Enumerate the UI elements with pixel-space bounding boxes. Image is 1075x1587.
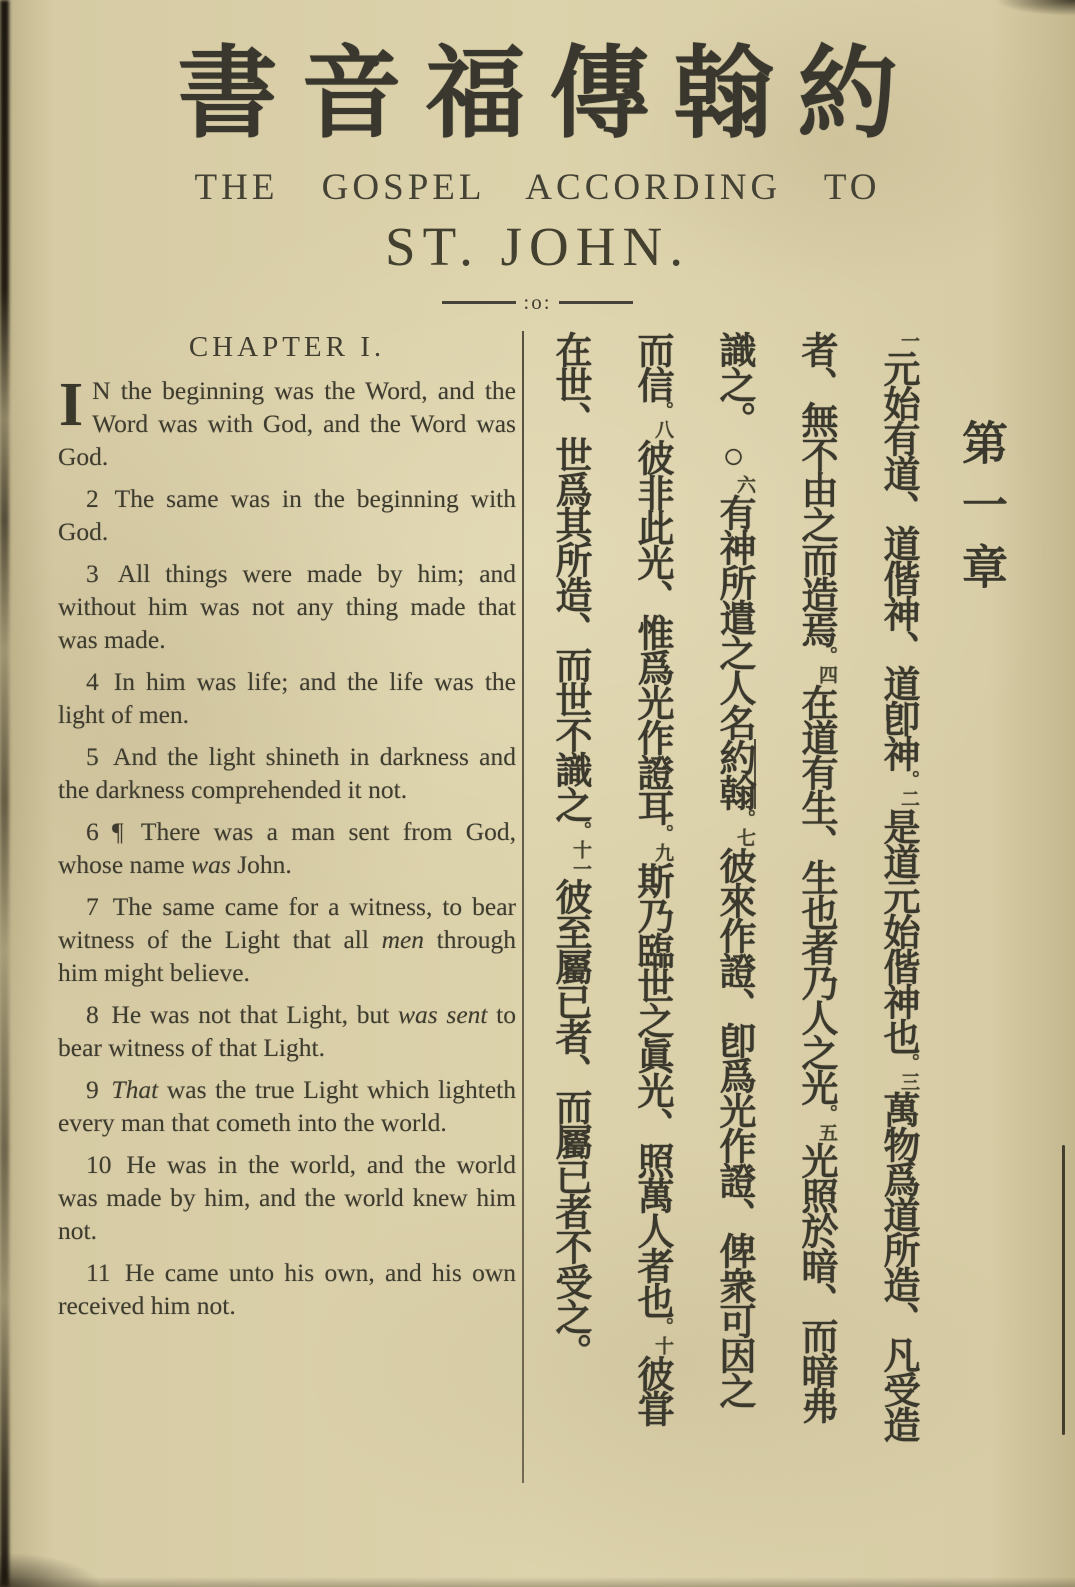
- page-header: [0, 0, 1075, 315]
- english-title-line: THE GOSPEL ACCORDING TO: [194, 167, 881, 208]
- verse-paragraph: [58, 1148, 516, 1247]
- verse-number: 10: [86, 1150, 123, 1179]
- page-edge-shadow-left: [0, 0, 9, 1587]
- verse-number-marker: 。二: [898, 770, 919, 808]
- chinese-verse-text: 光照於暗、而暗弗: [795, 1142, 836, 1422]
- verse-number: 5: [86, 742, 110, 771]
- verse-text: And the light shineth in darkness and the darkness comprehended it not.: [58, 742, 516, 804]
- verse-text: The same was in the beginning with God.: [58, 484, 516, 546]
- verse-text: All things were made by him; and without him was not any thing made that was made.: [58, 559, 517, 654]
- verse-paragraph: [58, 371, 516, 473]
- chinese-verse-text: 斯乃臨世之眞光、照萬人者也: [631, 862, 672, 1317]
- verse-number: 6 ¶: [86, 817, 137, 846]
- divider-rule-left: [442, 301, 516, 304]
- drop-cap: I: [59, 371, 84, 439]
- verse-text: He was in the world, and the world was made by him, and the world knew him not.: [58, 1150, 517, 1245]
- chinese-verse-column: [623, 331, 679, 1506]
- divider-rule-right: [559, 301, 633, 304]
- verse-number-marker: 。十一: [570, 821, 591, 878]
- chinese-verse-column: [787, 331, 843, 1506]
- verse-text: He came unto his own, and his own received him not.: [58, 1258, 516, 1320]
- chinese-verse-text: 彼甞: [631, 1355, 672, 1425]
- verse-paragraph: [58, 557, 516, 656]
- page-corner-shadow-top-right: [995, 0, 1075, 16]
- verse-paragraph: [58, 1256, 516, 1322]
- verse-paragraph: [58, 890, 516, 989]
- verse-text: to bear witness of that Light.: [58, 1000, 517, 1062]
- verse-number-marker: 。八: [652, 401, 673, 439]
- verse-text: was the true Light which lighteth every man that cometh into the world.: [58, 1075, 516, 1137]
- chinese-verse-text: 萬物爲道所造、凡受造: [877, 1091, 918, 1441]
- verse-text-italic: men: [381, 925, 425, 954]
- chinese-verse-text: 在道有生、生也者乃人之光: [795, 684, 836, 1104]
- verse-text: The same came for a witness, to bear witness of the Light that all: [58, 892, 517, 954]
- english-title-main: ST. JOHN.: [385, 216, 690, 277]
- chinese-verse-text: 而信: [631, 331, 672, 401]
- chapter-heading-english: CHAPTER I.: [188, 331, 386, 363]
- english-verses: [58, 371, 517, 1322]
- verse-text-italic: That: [111, 1075, 159, 1104]
- verse-text: In him was life; and the life was the light of men.: [58, 667, 516, 729]
- verse-number-marker: 一: [898, 331, 919, 350]
- divider-center-text: :o:: [523, 290, 552, 314]
- verse-paragraph: [58, 740, 516, 806]
- verse-number-marker: 。四: [816, 646, 837, 684]
- verse-number-marker: 。五: [816, 1104, 837, 1142]
- chinese-text-column: [524, 331, 1075, 1506]
- verse-text-italic: was sent: [398, 1000, 488, 1029]
- chinese-verse-text: 元始有道、道偕神、道卽神: [877, 350, 918, 770]
- verse-number-marker: 六: [734, 475, 755, 494]
- verse-text: through him might believe.: [58, 925, 516, 987]
- verse-number-marker: 。十: [652, 1317, 673, 1355]
- verse-number: 4: [86, 667, 110, 696]
- chinese-verse-text: 有神所遣之人名: [713, 494, 754, 739]
- verse-text: He was not that Light, but: [111, 1000, 399, 1029]
- chinese-book-title: 書音福傳翰約: [177, 39, 922, 150]
- verse-text: John.: [230, 850, 292, 879]
- chinese-verse-column: [705, 331, 761, 1506]
- proper-name-text: 約翰: [713, 739, 754, 809]
- verse-number-marker: 。七: [734, 809, 755, 847]
- verse-paragraph: [58, 1073, 516, 1139]
- verse-number: 8: [86, 1000, 108, 1029]
- verse-paragraph: [58, 815, 516, 881]
- divider-ornament: [0, 290, 1075, 315]
- verse-number: 3: [86, 559, 114, 588]
- verse-paragraph: [58, 665, 516, 731]
- verse-text: There was a man sent from God, whose name: [58, 817, 516, 879]
- chinese-verse-text: 在世、世爲其所造、而世不識之: [549, 331, 590, 821]
- chinese-verse-column: [869, 331, 925, 1506]
- verse-number: 2: [86, 484, 111, 513]
- verse-number-marker: 。九: [652, 824, 673, 862]
- chinese-verse-text: 彼非此光、惟爲光作證耳: [631, 439, 672, 824]
- verse-paragraph: [58, 482, 516, 548]
- page-edge-line-right: [1062, 1145, 1065, 1435]
- verse-number: 7: [86, 892, 109, 921]
- chinese-verse-text: 彼來作證、卽爲光作證、俾衆可因之: [713, 847, 754, 1407]
- verse-number: 9: [86, 1075, 108, 1104]
- verse-text-italic: was: [191, 850, 231, 879]
- page-body: [0, 331, 1075, 1506]
- verse-paragraph: [58, 998, 516, 1064]
- chinese-verse-column: [541, 331, 597, 1506]
- chinese-verse-text: 彼至屬已者、而屬已者不受之。: [549, 878, 590, 1368]
- chapter-heading-chinese: 第一章: [956, 419, 1007, 605]
- english-text-column: [58, 331, 516, 1331]
- chinese-verse-text: 者、無不由之而造焉: [795, 331, 836, 646]
- chinese-verse-text: 識之。○: [713, 331, 754, 475]
- page-edge-shadow-bottom: [0, 1577, 1075, 1587]
- chinese-verse-text: 是道元始偕神也: [877, 808, 918, 1053]
- verse-number-marker: 。三: [898, 1053, 919, 1091]
- verse-text: N the beginning was the Word, and the Word was with God, and the Word was God.: [58, 376, 516, 471]
- verse-number: 11: [86, 1258, 121, 1287]
